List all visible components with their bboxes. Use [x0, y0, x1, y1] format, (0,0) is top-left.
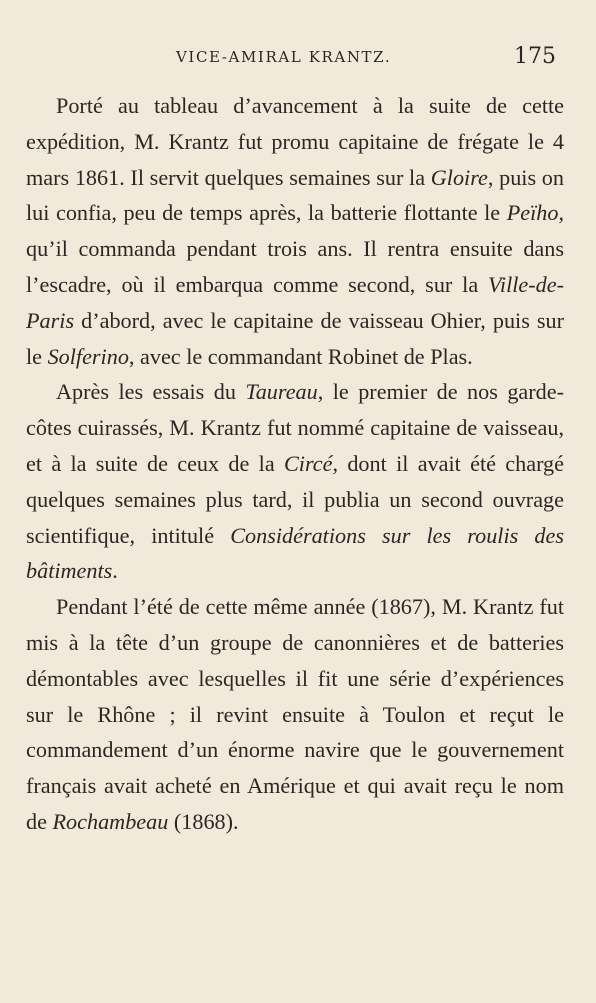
segment: , puis on lui confia, peu de temps après, la batterie flottante le — [26, 164, 564, 226]
ship-name: Ville-de-Paris — [26, 271, 564, 333]
page-number: 175 — [514, 44, 556, 69]
ship-name: Rochambeau — [52, 808, 169, 834]
segment: , le premier de nos garde-côtes cuirassés, M. Krantz fut nommé capitaine de vaisseau, et à la suite de ceux de la — [26, 379, 564, 476]
running-head: VICE-AMIRAL KRANTZ. — [176, 48, 392, 66]
segment: , avec le commandant Robinet de Plas. — [128, 343, 473, 369]
ship-name: Circé — [283, 450, 333, 476]
ship-name: Taureau — [245, 379, 318, 405]
paragraph-2 — [26, 374, 564, 589]
ship-name: Gloire — [430, 164, 488, 190]
page-header — [0, 44, 596, 78]
paragraph-3 — [26, 589, 564, 840]
segment: (1868). — [168, 808, 239, 834]
segment: Pendant l’été de cette même année (1867), M. Krantz fut mis à la tête d’un groupe de canonnières et de batteries démontables avec lesquelles il fit une série d’expériences sur le Rhône ; il revint ensuite à Toulon et reçut le commandement d’un énorme navire que le gouvernement français avait acheté en Amérique et qui avait reçu le nom de — [26, 594, 564, 834]
segment: , qu’il commanda pendant trois ans. Il rentra ensuite dans l’escadre, où il embarqua comme second, sur la — [26, 200, 564, 297]
segment: . — [112, 558, 118, 584]
segment: d’abord, avec le capitaine de vaisseau Ohier, puis sur le — [26, 307, 564, 369]
segment: , dont il avait été chargé quelques semaines plus tard, il publia un second ouvrage scientifique, intitulé — [26, 450, 564, 548]
paragraph-1 — [26, 88, 564, 374]
work-title: Considérations sur les roulis des bâtiments — [26, 522, 564, 584]
segment: Après les essais du — [56, 379, 246, 405]
body-text — [26, 88, 564, 840]
ship-name: Peïho — [506, 200, 559, 226]
ship-name: Solferino — [47, 343, 129, 369]
segment: Porté au tableau d’avancement à la suite de cette expédition, M. Krantz fut promu capitaine de frégate le 4 mars 1861. Il servit quelques semaines sur la — [26, 93, 564, 190]
